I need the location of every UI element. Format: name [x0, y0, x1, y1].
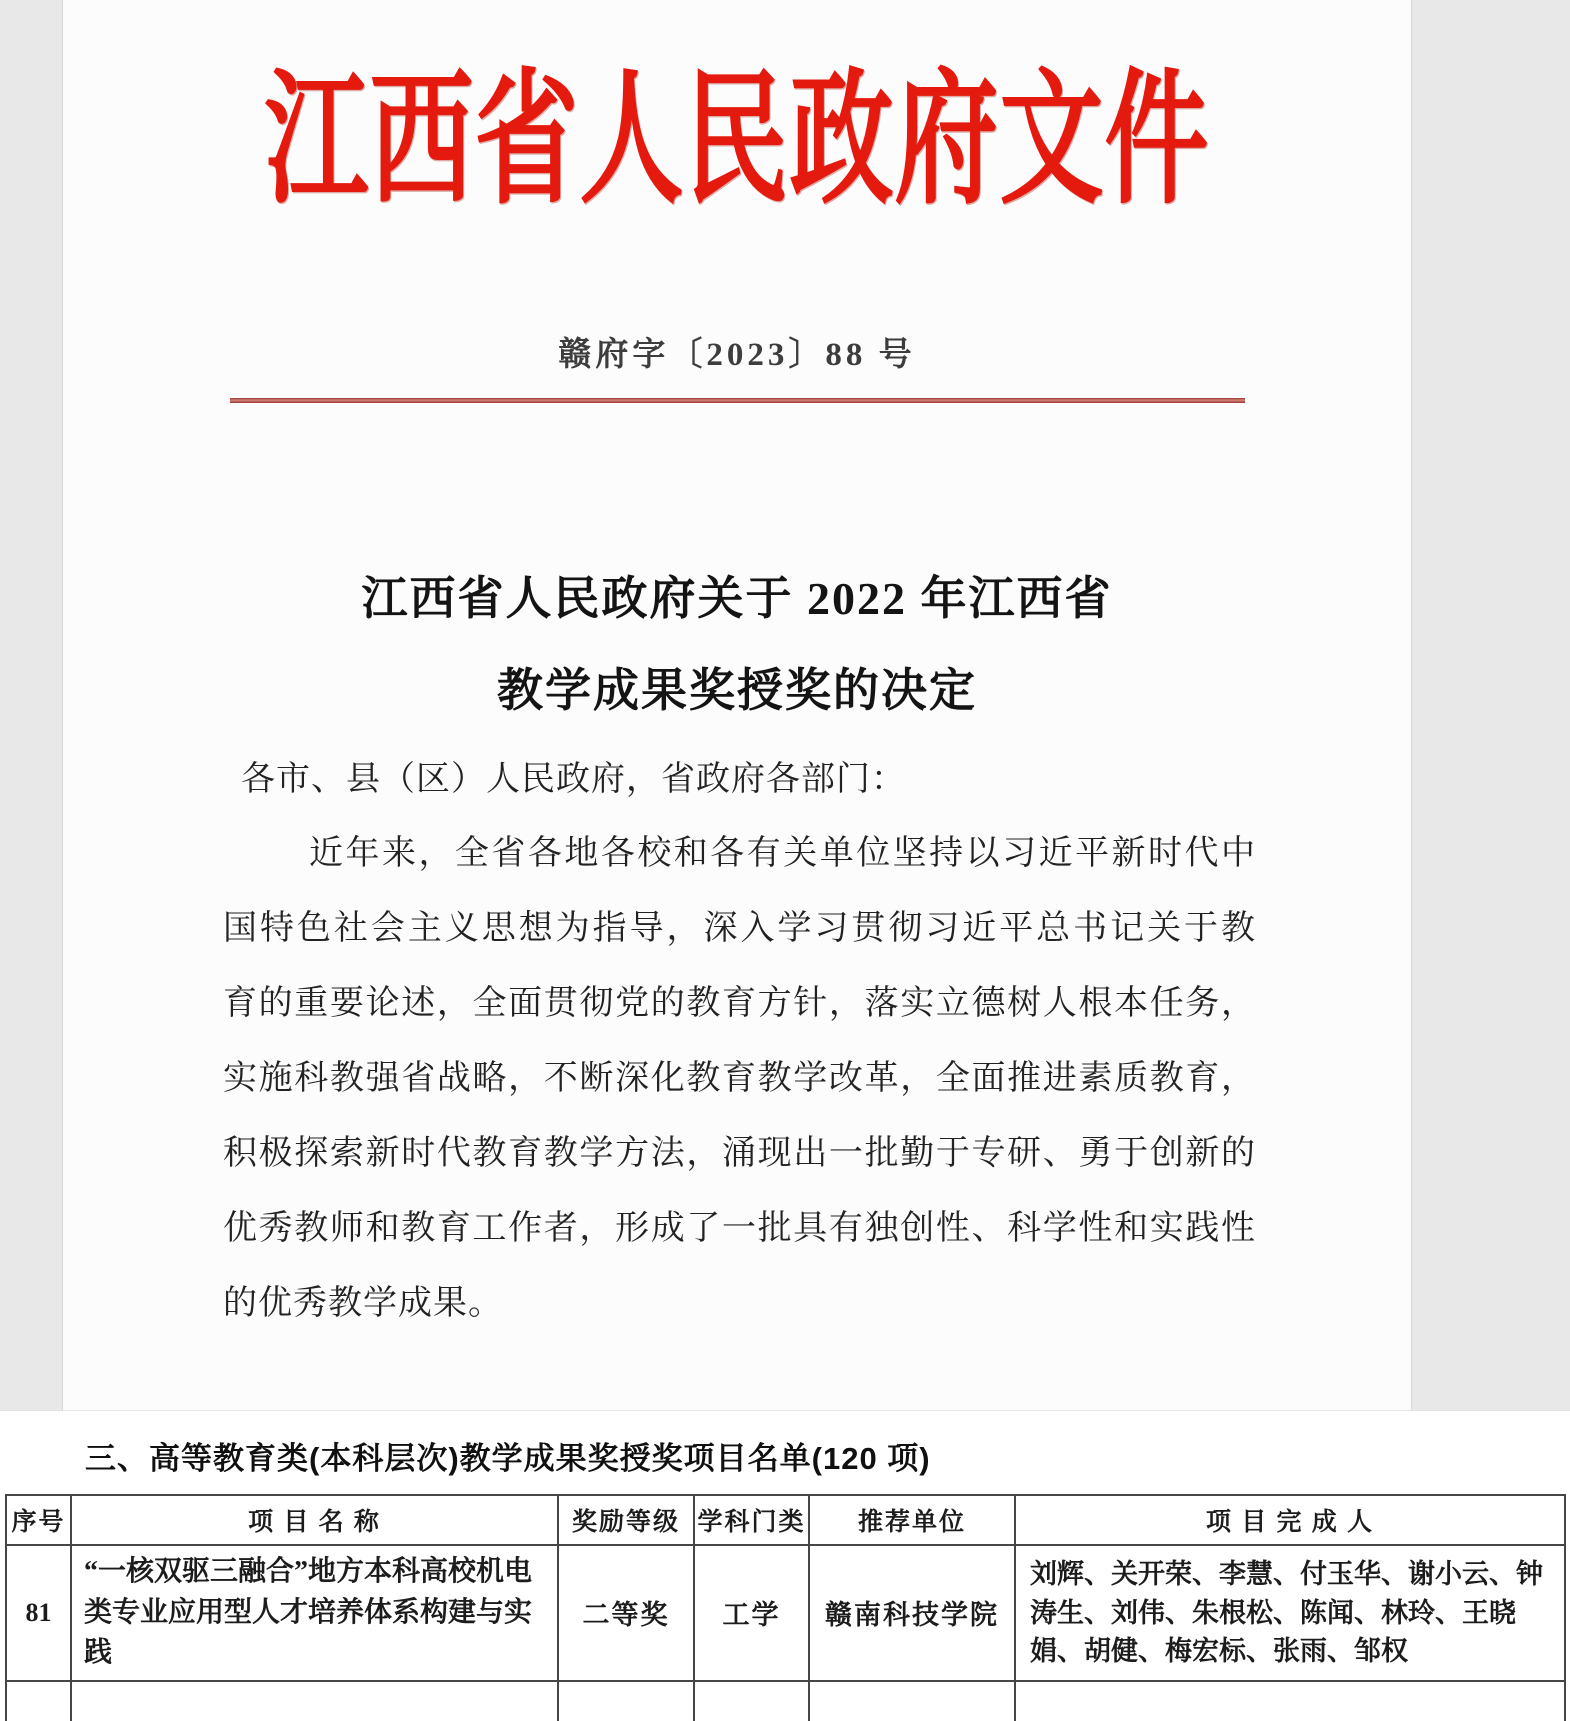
awards-table — [5, 1494, 1566, 1721]
cell-serial-number: 81 — [6, 1545, 71, 1681]
table-row — [6, 1545, 1565, 1681]
paragraph-line: 的优秀教学成果。 — [223, 1285, 503, 1322]
document-title-line2: 教学成果奖授奖的决定 — [497, 665, 977, 716]
table-row-partial — [6, 1681, 1565, 1721]
paragraph-line: 积极探索新时代教育教学方法，涌现出一批勤于专研、勇于创新的 — [223, 1135, 1256, 1172]
salutation-line: 各市、县（区）人民政府，省政府各部门： — [241, 761, 906, 798]
column-header-serial: 序号 — [6, 1495, 71, 1545]
cell-project-members: 刘辉、关开荣、李慧、付玉华、谢小云、钟涛生、刘伟、朱根松、陈闻、林玲、王晓娟、胡健、梅宏标、张雨、邹权 — [1015, 1545, 1565, 1681]
column-header-discipline: 学科门类 — [694, 1495, 809, 1545]
column-header-award: 奖励等级 — [558, 1495, 694, 1545]
paragraph-line: 育的重要论述，全面贯彻党的教育方针，落实立德树人根本任务， — [223, 985, 1256, 1022]
cell-discipline: 工学 — [694, 1545, 809, 1681]
awards-list-section — [0, 1410, 1570, 1669]
table-header-row — [6, 1495, 1565, 1545]
body-paragraph — [223, 816, 1256, 1341]
paragraph-line: 近年来，全省各地各校和各有关单位坚持以习近平新时代中 — [309, 835, 1256, 872]
cell-award-level: 二等奖 — [558, 1545, 694, 1681]
cell-recommending-unit: 赣南科技学院 — [809, 1545, 1015, 1681]
column-header-project: 项 目 名 称 — [71, 1495, 558, 1545]
paragraph-line: 实施科教强省战略，不断深化教育教学改革，全面推进素质教育， — [223, 1060, 1256, 1097]
cell-project-name: “一核双驱三融合”地方本科高校机电类专业应用型人才培养体系构建与实践 — [71, 1545, 558, 1681]
section-title: 三、高等教育类(本科层次)教学成果奖授奖项目名单(120 项) — [85, 1441, 931, 1476]
government-letterhead-title: 江西省人民政府文件 — [264, 60, 1210, 222]
red-divider-line — [230, 398, 1245, 403]
column-header-members: 项 目 完 成 人 — [1015, 1495, 1565, 1545]
document-title — [63, 553, 1411, 737]
document-page — [62, 0, 1412, 1410]
document-title-line1: 江西省人民政府关于 2022 年江西省 — [361, 573, 1113, 624]
paragraph-line: 优秀教师和教育工作者，形成了一批具有独创性、科学性和实践性 — [223, 1210, 1256, 1247]
document-number: 赣府字〔2023〕88 号 — [558, 337, 916, 373]
column-header-unit: 推荐单位 — [809, 1495, 1015, 1545]
paragraph-line: 国特色社会主义思想为指导，深入学习贯彻习近平总书记关于教 — [223, 910, 1256, 947]
